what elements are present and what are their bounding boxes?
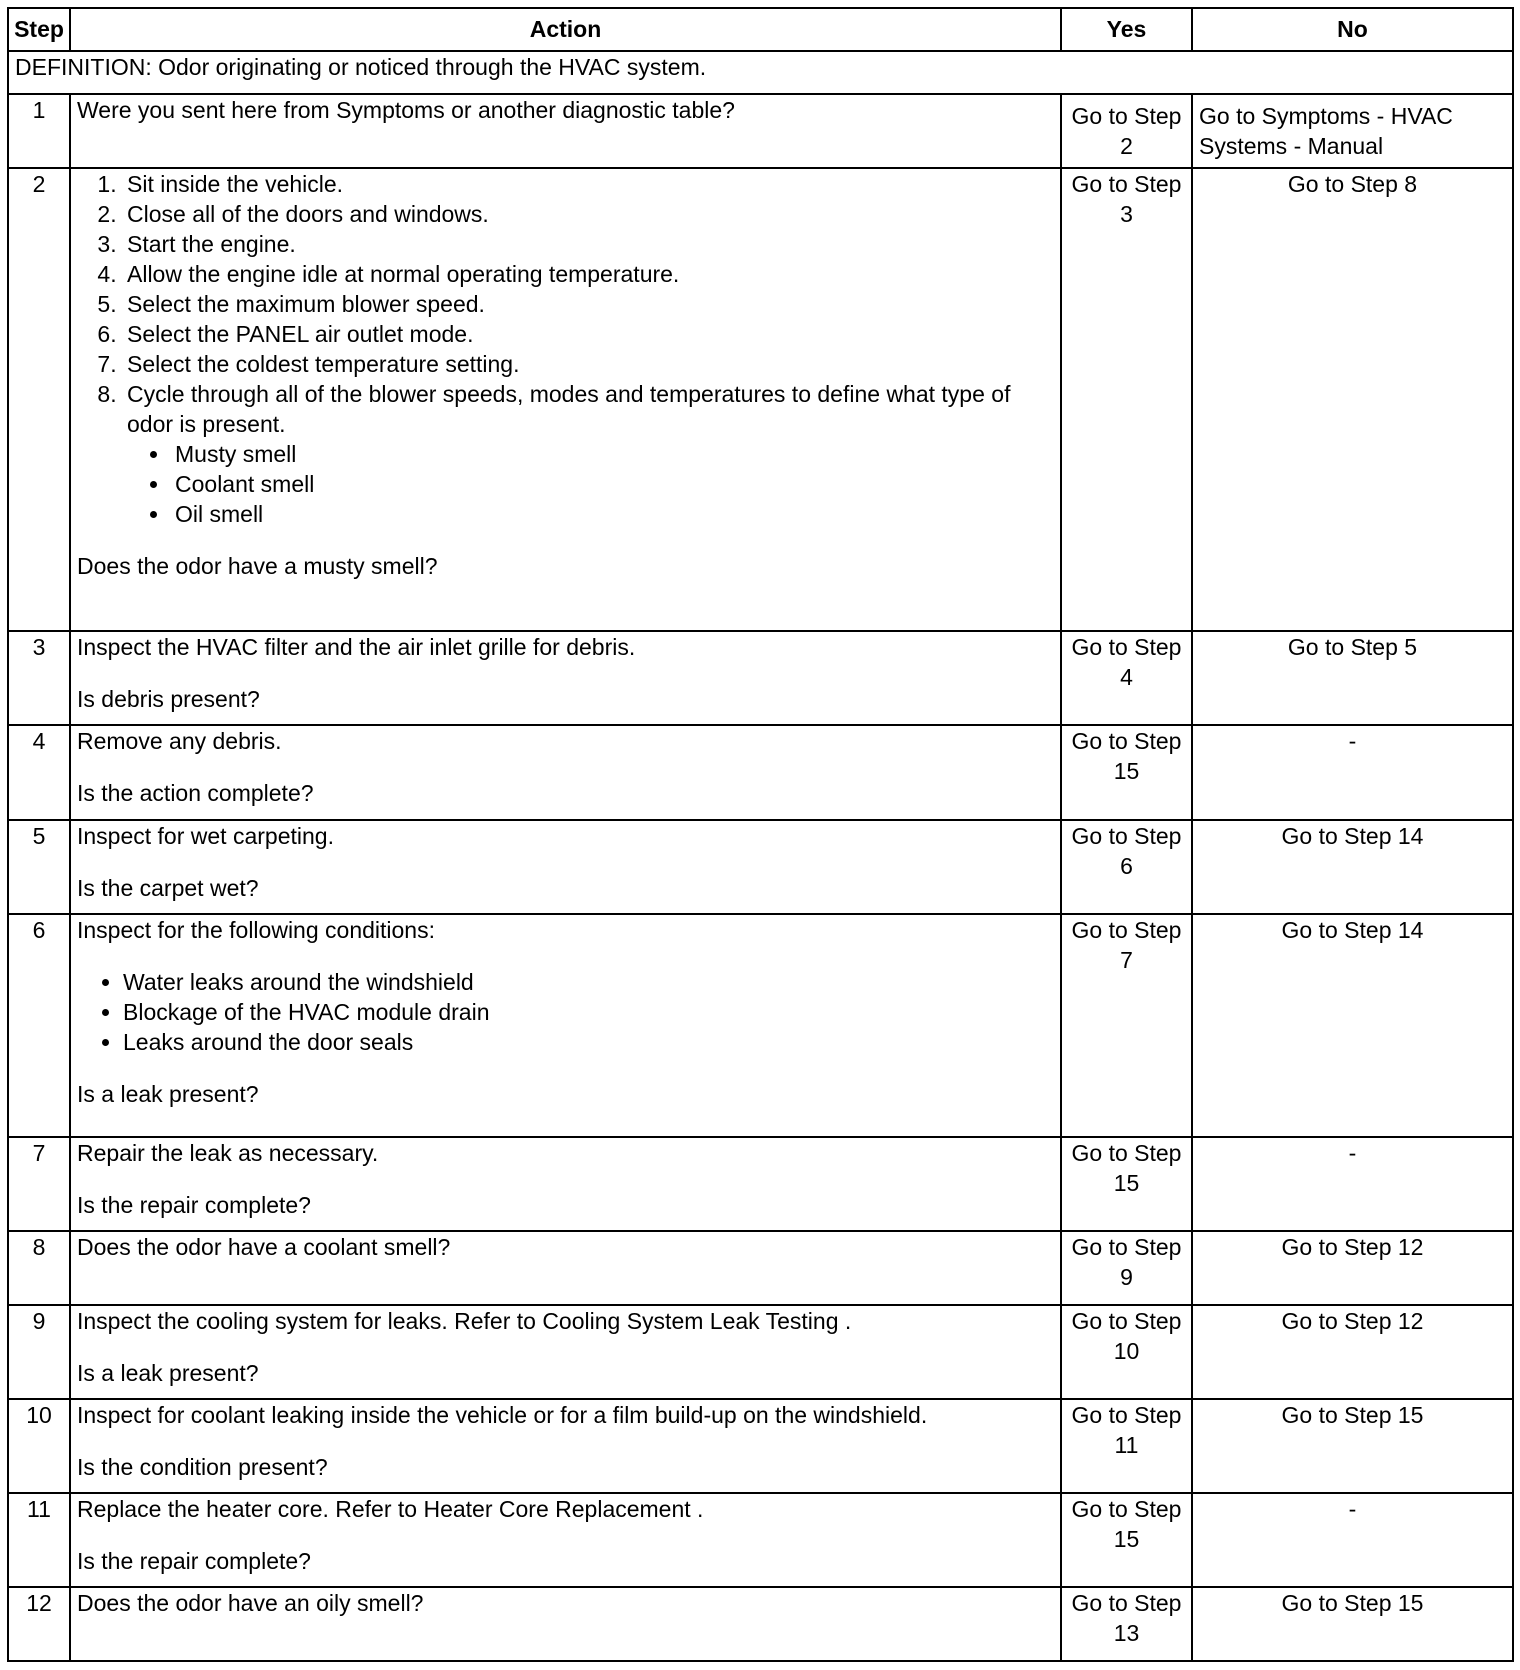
action-text: Inspect the HVAC filter and the air inlet grille for debris. [77, 634, 636, 661]
table-row [8, 1305, 1513, 1399]
action-cell [70, 168, 1061, 632]
header-step: Step [8, 8, 70, 51]
yes-cell: Go to Step 6 [1061, 820, 1192, 914]
no-cell: Go to Step 5 [1192, 631, 1513, 725]
no-cell: Go to Symptoms - HVAC Systems - Manual [1192, 94, 1513, 168]
action-cell [70, 914, 1061, 1137]
yes-cell: Go to Step 3 [1061, 168, 1192, 632]
header-action: Action [70, 8, 1061, 51]
table-row [8, 1493, 1513, 1587]
table-row [8, 1399, 1513, 1493]
bullet-item: • Leaks around the door seals [123, 1027, 1054, 1057]
diagnostic-table [7, 7, 1514, 1662]
procedure-item: 7. Select the coldest temperature setting. [123, 349, 1054, 379]
action-text: Inspect for wet carpeting. [77, 822, 334, 849]
yes-cell: Go to Step 7 [1061, 914, 1192, 1137]
action-cell [70, 94, 1061, 168]
action-question: Is a leak present? [77, 1080, 259, 1107]
step-number: 5 [8, 820, 70, 914]
table-row [8, 94, 1513, 168]
no-cell: - [1192, 725, 1513, 819]
step-number: 4 [8, 725, 70, 819]
procedure-list [77, 169, 1054, 529]
action-cell [70, 1137, 1061, 1231]
action-text: Were you sent here from Symptoms or another diagnostic table? [77, 96, 735, 123]
step-number: 2 [8, 168, 70, 632]
step-number: 9 [8, 1305, 70, 1399]
action-text: Inspect for the following conditions: [77, 916, 435, 943]
action-text: Inspect the cooling system for leaks. Refer to Cooling System Leak Testing . [77, 1307, 852, 1334]
procedure-item: 5. Select the maximum blower speed. [123, 289, 1054, 319]
table-row [8, 725, 1513, 819]
yes-cell: Go to Step 15 [1061, 1137, 1192, 1231]
action-cell [70, 1231, 1061, 1305]
table-row [8, 1137, 1513, 1231]
yes-cell: Go to Step 15 [1061, 1493, 1192, 1587]
step-number: 7 [8, 1137, 70, 1231]
odor-type-list [127, 439, 1054, 529]
action-cell [70, 1399, 1061, 1493]
yes-cell: Go to Step 13 [1061, 1587, 1192, 1661]
table-row [8, 631, 1513, 725]
bullet-item: • Coolant smell [171, 469, 1054, 499]
step-number: 11 [8, 1493, 70, 1587]
action-cell [70, 820, 1061, 914]
no-cell: Go to Step 14 [1192, 914, 1513, 1137]
header-no: No [1192, 8, 1513, 51]
no-cell: Go to Step 12 [1192, 1231, 1513, 1305]
table-row [8, 820, 1513, 914]
step-number: 8 [8, 1231, 70, 1305]
procedure-item [123, 379, 1054, 529]
no-cell: Go to Step 12 [1192, 1305, 1513, 1399]
header-yes: Yes [1061, 8, 1192, 51]
step-number: 3 [8, 631, 70, 725]
action-text: Repair the leak as necessary. [77, 1139, 379, 1166]
table-row [8, 1231, 1513, 1305]
step-number: 6 [8, 914, 70, 1137]
yes-cell: Go to Step 11 [1061, 1399, 1192, 1493]
action-question: Is debris present? [77, 686, 260, 713]
action-text: Replace the heater core. Refer to Heater Core Replacement . [77, 1496, 704, 1523]
header-row [8, 8, 1513, 51]
action-cell [70, 725, 1061, 819]
bullet-item: • Musty smell [171, 439, 1054, 469]
action-text: Does the odor have an oily smell? [77, 1590, 424, 1617]
action-cell [70, 1587, 1061, 1661]
no-cell: Go to Step 8 [1192, 168, 1513, 632]
yes-cell: Go to Step 10 [1061, 1305, 1192, 1399]
step-number: 10 [8, 1399, 70, 1493]
table-row [8, 168, 1513, 632]
procedure-item: 3. Start the engine. [123, 229, 1054, 259]
action-question: Is the condition present? [77, 1453, 328, 1480]
table-row [8, 914, 1513, 1137]
action-cell [70, 1493, 1061, 1587]
yes-cell: Go to Step 9 [1061, 1231, 1192, 1305]
procedure-item: 4. Allow the engine idle at normal operating temperature. [123, 259, 1054, 289]
procedure-item: 2. Close all of the doors and windows. [123, 199, 1054, 229]
no-cell: - [1192, 1493, 1513, 1587]
action-question: Is the repair complete? [77, 1191, 311, 1218]
yes-cell: Go to Step 2 [1061, 94, 1192, 168]
action-question: Is the action complete? [77, 780, 314, 807]
action-cell [70, 1305, 1061, 1399]
condition-list [77, 967, 1054, 1057]
definition-row [8, 51, 1513, 94]
action-text: Does the odor have a coolant smell? [77, 1234, 451, 1261]
procedure-item: 1. Sit inside the vehicle. [123, 169, 1054, 199]
procedure-item: 6. Select the PANEL air outlet mode. [123, 319, 1054, 349]
bullet-item: • Oil smell [171, 499, 1054, 529]
step-number: 1 [8, 94, 70, 168]
step-number: 12 [8, 1587, 70, 1661]
action-question: Does the odor have a musty smell? [77, 552, 438, 579]
action-text: Remove any debris. [77, 728, 282, 755]
no-cell: - [1192, 1137, 1513, 1231]
action-cell [70, 631, 1061, 725]
action-question: Is the repair complete? [77, 1548, 311, 1575]
yes-cell: Go to Step 4 [1061, 631, 1192, 725]
bullet-item: • Blockage of the HVAC module drain [123, 997, 1054, 1027]
bullet-item: • Water leaks around the windshield [123, 967, 1054, 997]
no-cell: Go to Step 15 [1192, 1399, 1513, 1493]
definition-text: DEFINITION: Odor originating or noticed through the HVAC system. [8, 51, 1513, 94]
table-row [8, 1587, 1513, 1661]
action-text: Inspect for coolant leaking inside the vehicle or for a film build-up on the windshield. [77, 1401, 928, 1428]
action-question: Is the carpet wet? [77, 874, 259, 901]
action-question: Is a leak present? [77, 1359, 259, 1386]
no-cell: Go to Step 14 [1192, 820, 1513, 914]
no-cell: Go to Step 15 [1192, 1587, 1513, 1661]
yes-cell: Go to Step 15 [1061, 725, 1192, 819]
procedure-item-text: Cycle through all of the blower speeds, modes and temperatures to define what type of odor is present. [127, 380, 1011, 437]
